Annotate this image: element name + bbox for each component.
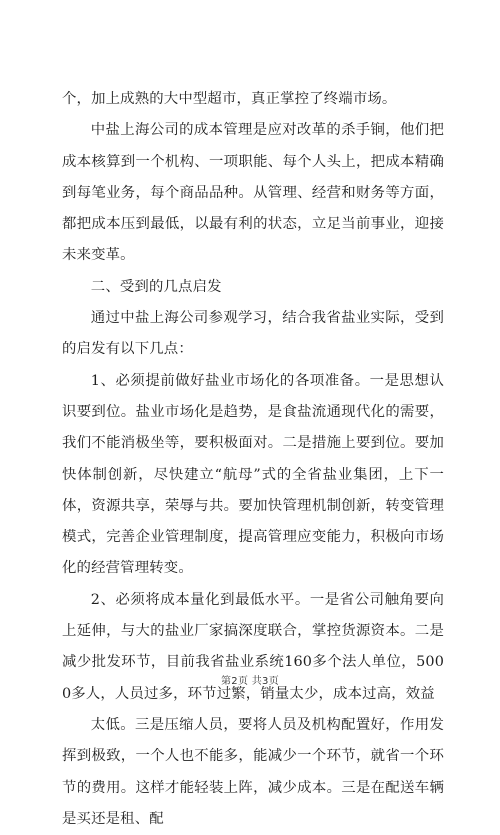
paragraph-point-2-continued: 太低。三是压缩人员，要将人员及机构配置好，作用发挥到极致，一个人也不能多，能减少一个环节，就省一个环节的费用。这样才能轻装上阵，减少成本。三是在配送车辆是买还是租、配 [62,716,444,827]
paragraph-continuation: 个，加上成熟的大中型超市，真正掌控了终端市场。 [62,91,397,107]
paragraph-point-1: 1、必须提前做好盐业市场化的各项准备。一是思想认识要到位。盐业市场化是趋势，是食盐流通现代化的需要，我们不能消极坐等，要积极面对。二是措施上要到位。要加快体制创新，尽快建立“航母”式的全省盐业集团，上下一体，资源共享，荣辱与共。要加快管理机制创新，转变管理模式，完善企业管理制度，提高管理应变能力，积极向市场化的经营管理转变。 [62,372,444,577]
section-heading: 二、受到的几点启发 [90,278,222,295]
document-body [62,84,444,835]
paragraph-point-2: 2、必须将成本量化到最低水平。一是省公司触角要向上延伸，与大的盐业厂家搞深度联合，掌控货源资本。二是减少批发环节，目前我省盐业系统160多个法人单位，5000多人，人员过多，环节过繁，销量太少，成本过高，效益 [62,591,444,702]
paragraph-inspiration-intro: 通过中盐上海公司参观学习，结合我省盐业实际，受到的启发有以下几点： [62,310,444,358]
paragraph-cost-management: 中盐上海公司的成本管理是应对改革的杀手锏，他们把成本核算到一个机构、一项职能、每个人头上，把成本精确到每笔业务，每个商品品种。从管理、经营和财务等方面，都把成本压到最低，以最有利的状态，立足当前事业，迎接未来变革。 [62,122,444,264]
page-number: 第2页 共3页 [220,676,279,687]
